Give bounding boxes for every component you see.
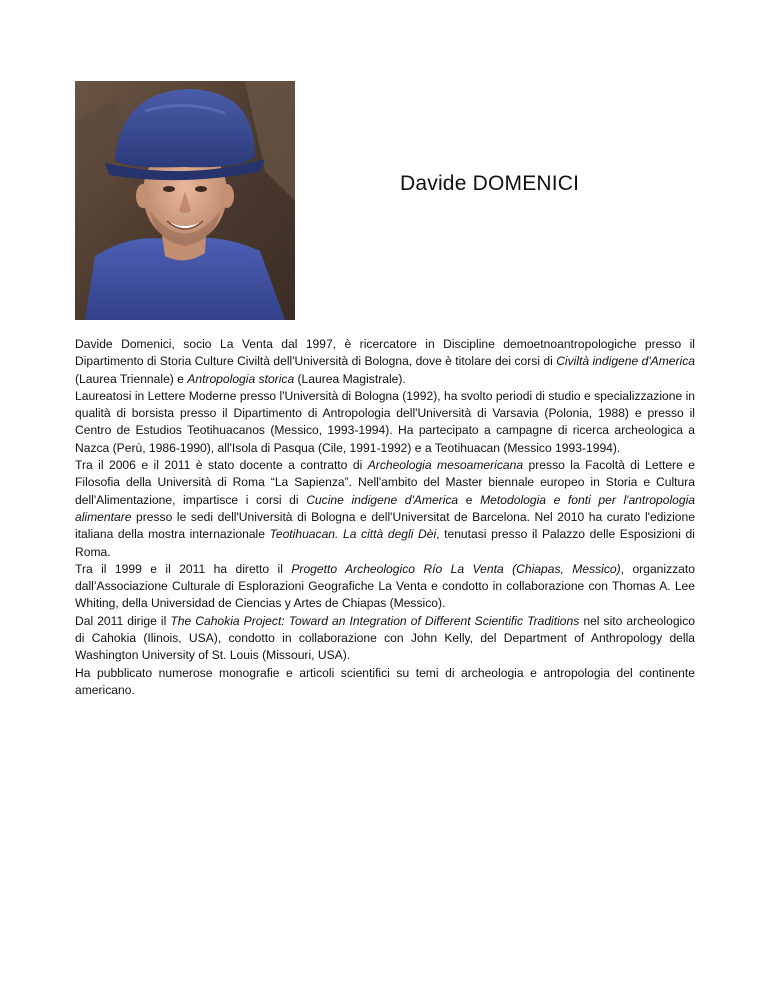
text-run: , tenutasi presso il Palazzo delle Esposizioni di Roma. bbox=[75, 527, 695, 559]
italic-title: Metodologia e fonti per l'antropologia alimentare bbox=[75, 492, 696, 524]
bio-paragraph bbox=[75, 457, 695, 561]
italic-title: Cucine indigene d'America bbox=[306, 492, 459, 507]
bio-paragraph bbox=[75, 613, 695, 665]
italic-title: The Cahokia Project: Toward an Integration of Different Scientific Traditions bbox=[170, 613, 580, 628]
italic-title: Progetto Archeologico Río La Venta (Chiapas, Messico) bbox=[291, 561, 621, 576]
text-run: Dal 2011 dirige il bbox=[75, 613, 171, 628]
portrait-illustration bbox=[75, 81, 295, 320]
text-run: Tra il 1999 e il 2011 ha diretto il bbox=[75, 561, 292, 576]
bio-paragraph bbox=[75, 665, 695, 700]
bio-paragraph bbox=[75, 336, 695, 388]
portrait-photo bbox=[75, 81, 295, 320]
italic-title: Antropologia storica bbox=[187, 371, 295, 386]
bio-paragraph bbox=[75, 561, 695, 613]
biography-text bbox=[75, 336, 695, 699]
text-run: e bbox=[458, 492, 481, 507]
text-run: (Laurea Triennale) e bbox=[75, 371, 188, 386]
text-run: Laureatosi in Lettere Moderne presso l'Università di Bologna (1992), ha svolto periodi di studio e specializzazione in qualità di borsista presso il Dipartimento di Antropologia dell'Università di Varsavia (Polonia, 1988) e presso il Centro de Estudios Teotihuacanos (Messico, 1993-1994). Ha partecipato a campagne di ricerca archeologica a Nazca (Perù, 1986-1990), all'Isola di Pasqua (Cile, 1991-1992) e a Teotihuacan (Messico 1993-1994). bbox=[75, 388, 695, 455]
text-run: Tra il 2006 e il 2011 è stato docente a contratto di bbox=[75, 458, 368, 473]
bio-paragraph bbox=[75, 388, 695, 457]
text-run: (Laurea Magistrale). bbox=[294, 371, 406, 386]
text-run: Davide Domenici, socio La Venta dal 1997, è ricercatore in Discipline demoetnoantropologiche presso il Dipartimento di Storia Culture Civiltà dell'Università di Bologna, dove è titolare dei corsi di bbox=[75, 337, 695, 369]
italic-title: Teotihuacan. La città degli Dèi bbox=[269, 527, 437, 542]
text-run: presso la Facoltà di Lettere e Filosofia della Università di Roma “La Sapienza”. Nell'ambito del Master biennale europeo in Storia e Cultura dell'Alimentazione, impartisce i corsi di bbox=[75, 458, 695, 507]
person-name-heading: Davide DOMENICI bbox=[400, 172, 580, 195]
italic-title: Archeologia mesoamericana bbox=[367, 458, 524, 473]
text-run: nel sito archeologico di Cahokia (Ilinois, USA), condotto in collaborazione con John Kelly, del Department of Anthropology della Washington University of St. Louis (Missouri, USA). bbox=[75, 613, 696, 663]
text-run: Ha pubblicato numerose monografie e articoli scientifici su temi di archeologia e antropologia del continente americano. bbox=[75, 665, 695, 697]
text-run: , organizzato dall’Associazione Culturale di Esplorazioni Geografiche La Venta e condotto in collaborazione con Thomas A. Lee Whiting, della Universidad de Ciencias y Artes de Chiapas (Messico). bbox=[75, 561, 695, 611]
text-run: presso le sedi dell'Università di Bologna e dell'Universitat de Barcelona. Nel 2010 ha curato l'edizione italiana della mostra internazionale bbox=[75, 509, 695, 542]
italic-title: Civiltà indigene d'America bbox=[556, 354, 695, 369]
